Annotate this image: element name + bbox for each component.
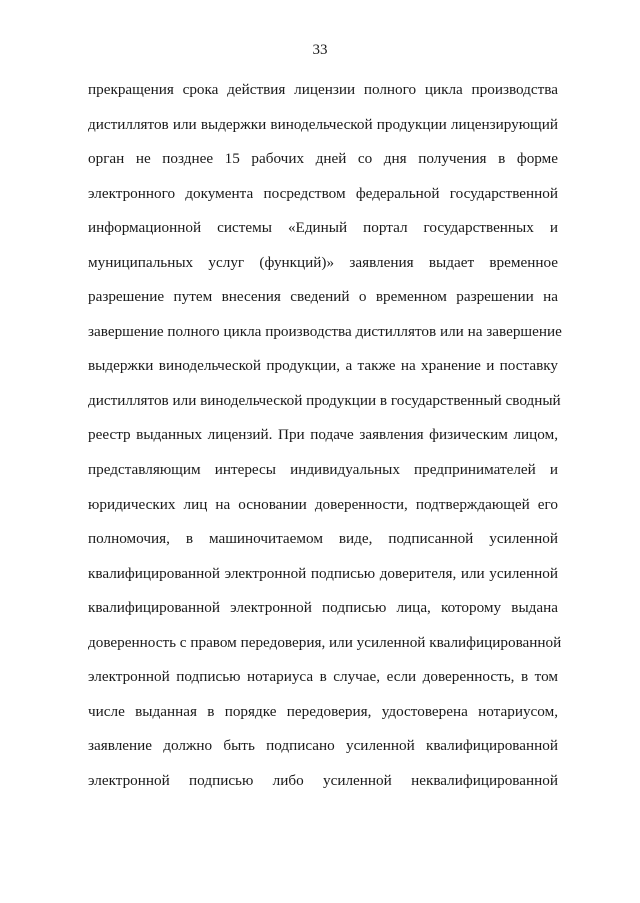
text-line: доверенность с правом передоверия, или усиленной квалифицированной xyxy=(88,633,562,651)
text-line: выдержки винодельческой продукции, а также на хранение и поставку xyxy=(88,357,558,375)
text-line: прекращения срока действия лицензии полного цикла производства xyxy=(88,81,558,98)
text-line: муниципальных услуг (функций)» заявления выдает временное xyxy=(88,253,558,271)
text-line: электронной подписью либо усиленной неквалифицированной xyxy=(88,771,558,789)
text-line: заявление должно быть подписано усиленной квалифицированной xyxy=(88,737,558,755)
text-line: числе выданная в порядке передоверия, удостоверена нотариусом, xyxy=(88,702,558,720)
text-line: электронной подписью нотариуса в случае, если доверенность, в том xyxy=(88,668,558,686)
text-line: реестр выданных лицензий. При подаче заявления физическим лицом, xyxy=(88,426,558,444)
text-line: завершение полного цикла производства дистиллятов или на завершение xyxy=(88,322,562,340)
body-text xyxy=(88,80,562,805)
text-line: юридических лиц на основании доверенности, подтверждающей его xyxy=(88,495,558,513)
text-line: электронного документа посредством федеральной государственной xyxy=(88,184,558,202)
text-line: дистиллятов или винодельческой продукции в государственный сводный xyxy=(88,391,561,409)
text-line: информационной системы «Единый портал государственных и xyxy=(88,219,558,237)
text-line: полномочия, в машиночитаемом виде, подписанной усиленной xyxy=(88,530,558,548)
text-line: разрешение путем внесения сведений о временном разрешении на xyxy=(88,288,558,306)
text-line: квалифицированной электронной подписью лица, которому выдана xyxy=(88,599,558,617)
text-line: представляющим интересы индивидуальных предпринимателей и xyxy=(88,461,558,479)
page-number: 33 xyxy=(312,42,328,58)
text-line: квалифицированной электронной подписью доверителя, или усиленной xyxy=(88,564,558,582)
text-line: орган не позднее 15 рабочих дней со дня получения в форме xyxy=(88,150,558,168)
text-line: дистиллятов или выдержки винодельческой продукции лицензирующий xyxy=(88,115,558,133)
